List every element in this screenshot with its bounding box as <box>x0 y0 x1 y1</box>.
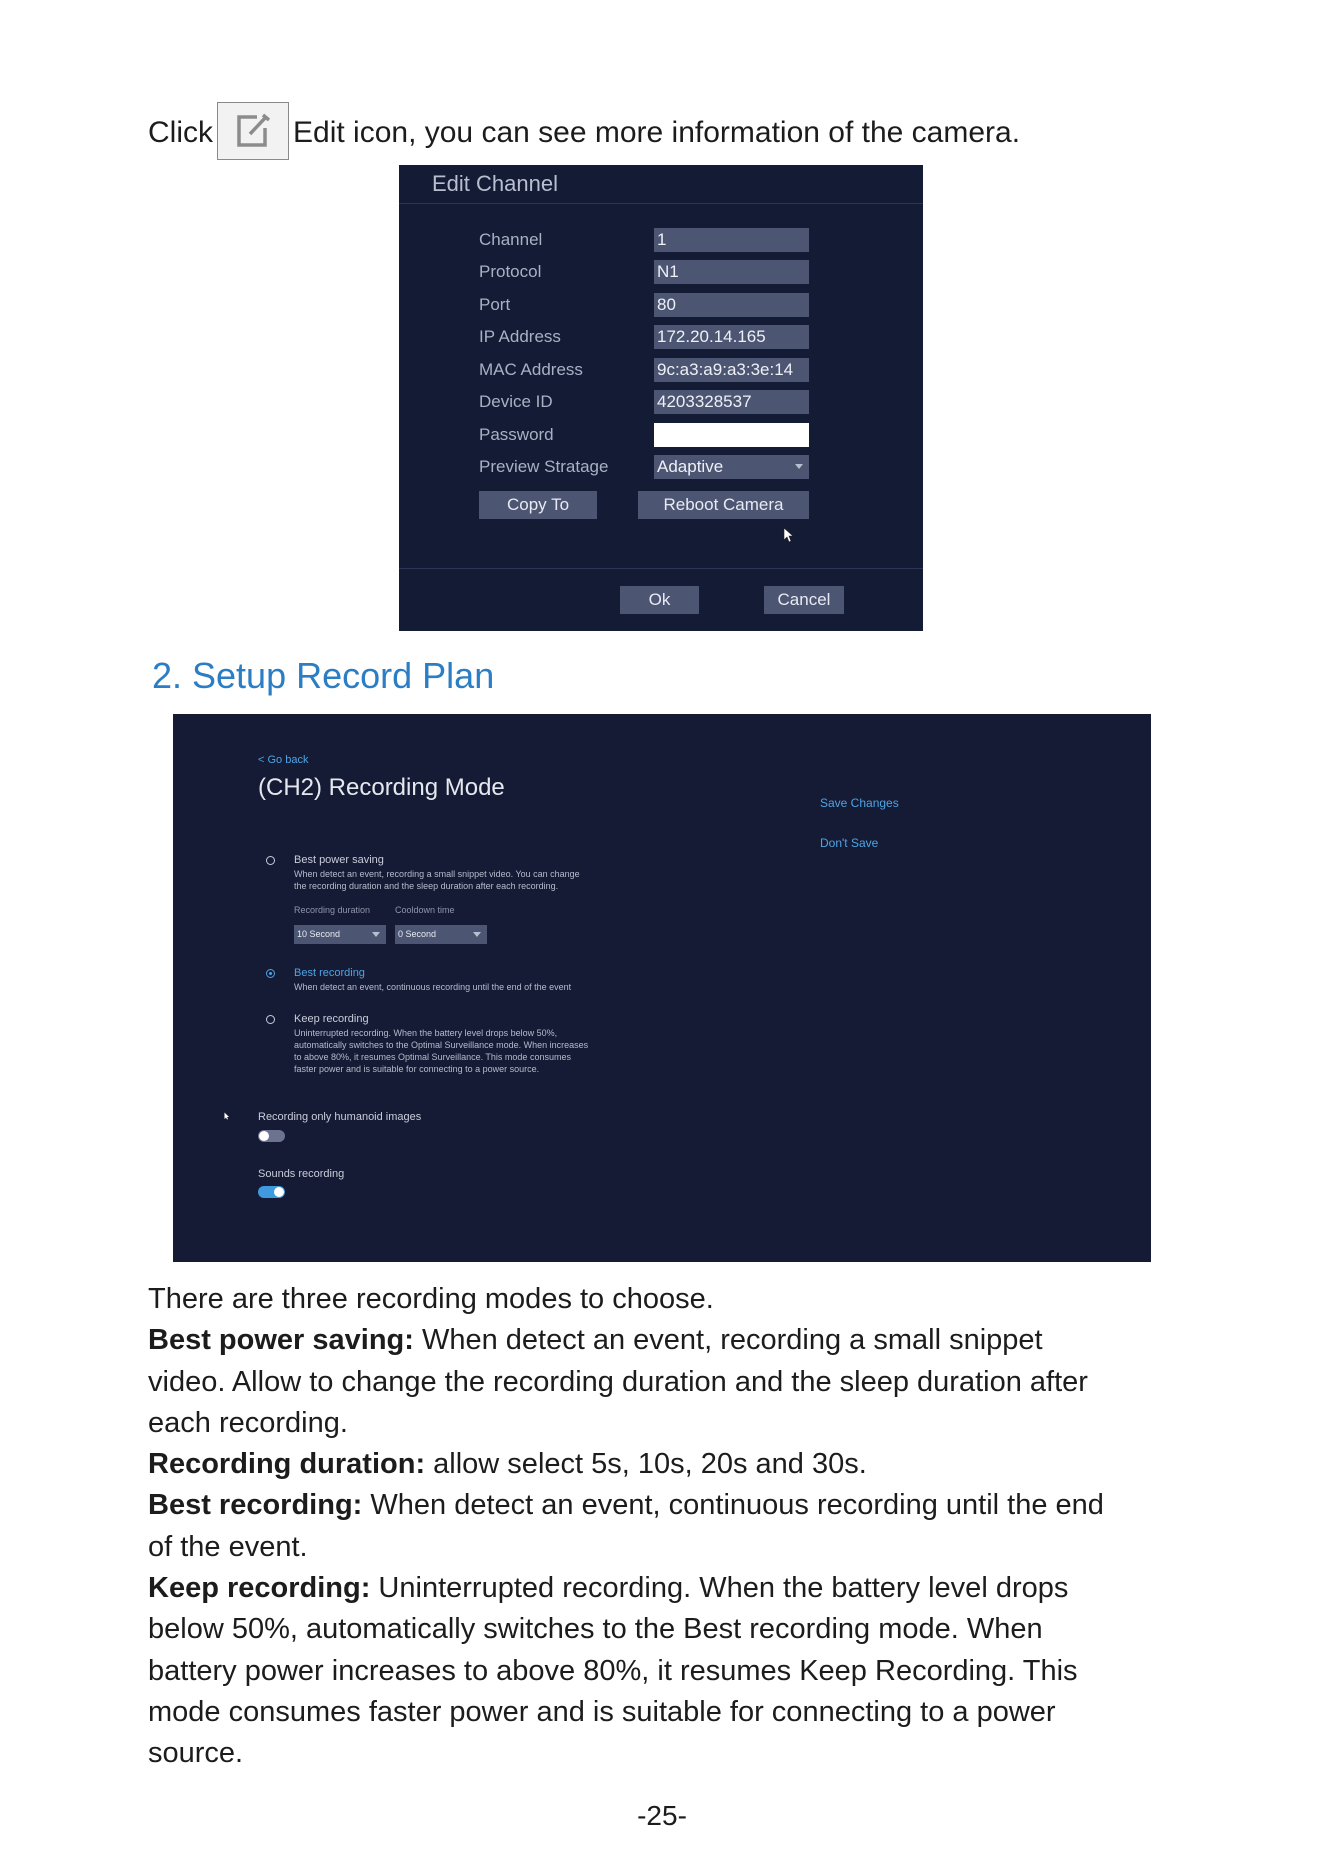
term: Keep recording: <box>148 1572 371 1605</box>
mode-desc-line: faster power and is suitable for connecting to a power source. <box>294 1064 540 1074</box>
title-divider <box>399 203 923 204</box>
ok-button[interactable]: Ok <box>620 586 699 614</box>
paragraph-keep-recording <box>148 1568 1188 1609</box>
label-device-id: Device ID <box>479 392 553 411</box>
cooldown-time-select[interactable] <box>395 925 487 944</box>
recording-duration-select[interactable] <box>294 925 386 944</box>
paragraph-best-recording <box>148 1485 1188 1526</box>
chevron-down-icon <box>473 932 481 937</box>
recording-mode-screen <box>173 714 1151 1262</box>
text: allow select 5s, 10s, 20s and 30s. <box>425 1448 867 1481</box>
mode-desc-line: When detect an event, continuous recording until the end of the event <box>294 982 572 992</box>
chevron-down-icon <box>795 464 803 469</box>
text-line: mode consumes faster power and is suitable for connecting to a power <box>148 1695 1056 1728</box>
screen-title: (CH2) Recording Mode <box>258 774 505 801</box>
mode-desc-line: When detect an event, recording a small snippet video. You can change <box>294 869 580 879</box>
mode-desc-line: Uninterrupted recording. When the battery level drops below 50%, <box>294 1028 558 1038</box>
recording-duration-value: 10 Second <box>297 929 341 939</box>
mode-desc-line: automatically switches to the Optimal Surveillance mode. When increases <box>294 1040 589 1050</box>
body-intro: There are three recording modes to choose. <box>148 1283 714 1315</box>
intro-text-after: Edit icon, you can see more information of the camera. <box>293 116 1021 149</box>
text-line: video. Allow to change the recording duration and the sleep duration after <box>148 1365 1088 1398</box>
cancel-button[interactable]: Cancel <box>764 586 844 614</box>
text-line: each recording. <box>148 1406 348 1439</box>
mode-name-keep-recording: Keep recording <box>294 1013 369 1025</box>
paragraph-best-power-saving <box>148 1320 1188 1361</box>
label-preview-stratage: Preview Stratage <box>479 457 609 476</box>
dont-save-link[interactable]: Don't Save <box>820 836 879 850</box>
save-changes-link[interactable]: Save Changes <box>820 796 899 810</box>
dialog-title: Edit Channel <box>432 171 558 196</box>
text: When detect an event, recording a small snippet <box>413 1324 1043 1357</box>
page-number: -25- <box>637 1800 687 1831</box>
protocol-field[interactable]: N1 <box>654 260 809 284</box>
label-password: Password <box>479 425 554 444</box>
reboot-camera-button[interactable]: Reboot Camera <box>638 491 809 519</box>
label-port: Port <box>479 295 511 314</box>
paragraph-recording-duration <box>148 1444 1188 1485</box>
preview-stratage-select[interactable] <box>654 455 809 479</box>
label-protocol: Protocol <box>479 262 542 281</box>
label-channel: Channel <box>479 230 543 249</box>
label-ip-address: IP Address <box>479 327 561 346</box>
text-line: battery power increases to above 80%, it resumes Keep Recording. This <box>148 1654 1078 1687</box>
radio-best-recording[interactable] <box>266 969 275 978</box>
sounds-label: Sounds recording <box>258 1168 345 1180</box>
term: Best recording: <box>148 1489 363 1522</box>
humanoid-label: Recording only humanoid images <box>258 1111 422 1123</box>
edit-channel-dialog <box>399 165 923 631</box>
mode-name-best-power-saving: Best power saving <box>294 854 384 866</box>
chevron-down-icon <box>372 932 380 937</box>
ip-address-field[interactable]: 172.20.14.165 <box>654 325 809 349</box>
copy-to-button[interactable]: Copy To <box>479 491 597 519</box>
radio-best-power-saving[interactable] <box>266 856 275 865</box>
go-back-link[interactable]: < Go back <box>258 754 309 766</box>
text-line: below 50%, automatically switches to the Best recording mode. When <box>148 1613 1043 1646</box>
label-mac-address: MAC Address <box>479 360 583 379</box>
text: When detect an event, continuous recording until the end <box>362 1489 1104 1522</box>
term: Best power saving: <box>148 1324 414 1357</box>
device-id-field[interactable]: 4203328537 <box>654 390 809 414</box>
text: Uninterrupted recording. When the battery level drops <box>370 1572 1069 1605</box>
preview-stratage-value: Adaptive <box>657 457 724 476</box>
mode-desc-line: the recording duration and the sleep duration after each recording. <box>294 881 559 891</box>
humanoid-toggle[interactable] <box>258 1130 285 1142</box>
term: Recording duration: <box>148 1448 426 1481</box>
cooldown-time-label: Cooldown time <box>395 905 455 915</box>
edit-icon <box>217 102 289 160</box>
cursor-icon <box>783 527 795 543</box>
mac-address-field[interactable]: 9c:a3:a9:a3:3e:14 <box>654 358 809 382</box>
cooldown-time-value: 0 Second <box>398 929 437 939</box>
body-text <box>148 1279 1188 1775</box>
section-heading: 2. Setup Record Plan <box>152 655 495 696</box>
mode-desc-line: to above 80%, it resumes Optimal Surveillance. This mode consumes <box>294 1052 571 1062</box>
footer-divider <box>399 568 923 569</box>
radio-keep-recording[interactable] <box>266 1015 275 1024</box>
intro-line <box>148 104 1020 162</box>
password-field[interactable] <box>654 423 809 447</box>
text-line: of the event. <box>148 1530 308 1563</box>
text-line: source. <box>148 1737 244 1770</box>
cursor-icon <box>224 1112 230 1120</box>
intro-text-before: Click <box>148 116 213 149</box>
channel-field[interactable]: 1 <box>654 228 809 252</box>
sounds-toggle[interactable] <box>258 1186 285 1198</box>
mode-name-best-recording: Best recording <box>294 967 365 979</box>
recording-duration-label: Recording duration <box>294 905 371 915</box>
port-field[interactable]: 80 <box>654 293 809 317</box>
